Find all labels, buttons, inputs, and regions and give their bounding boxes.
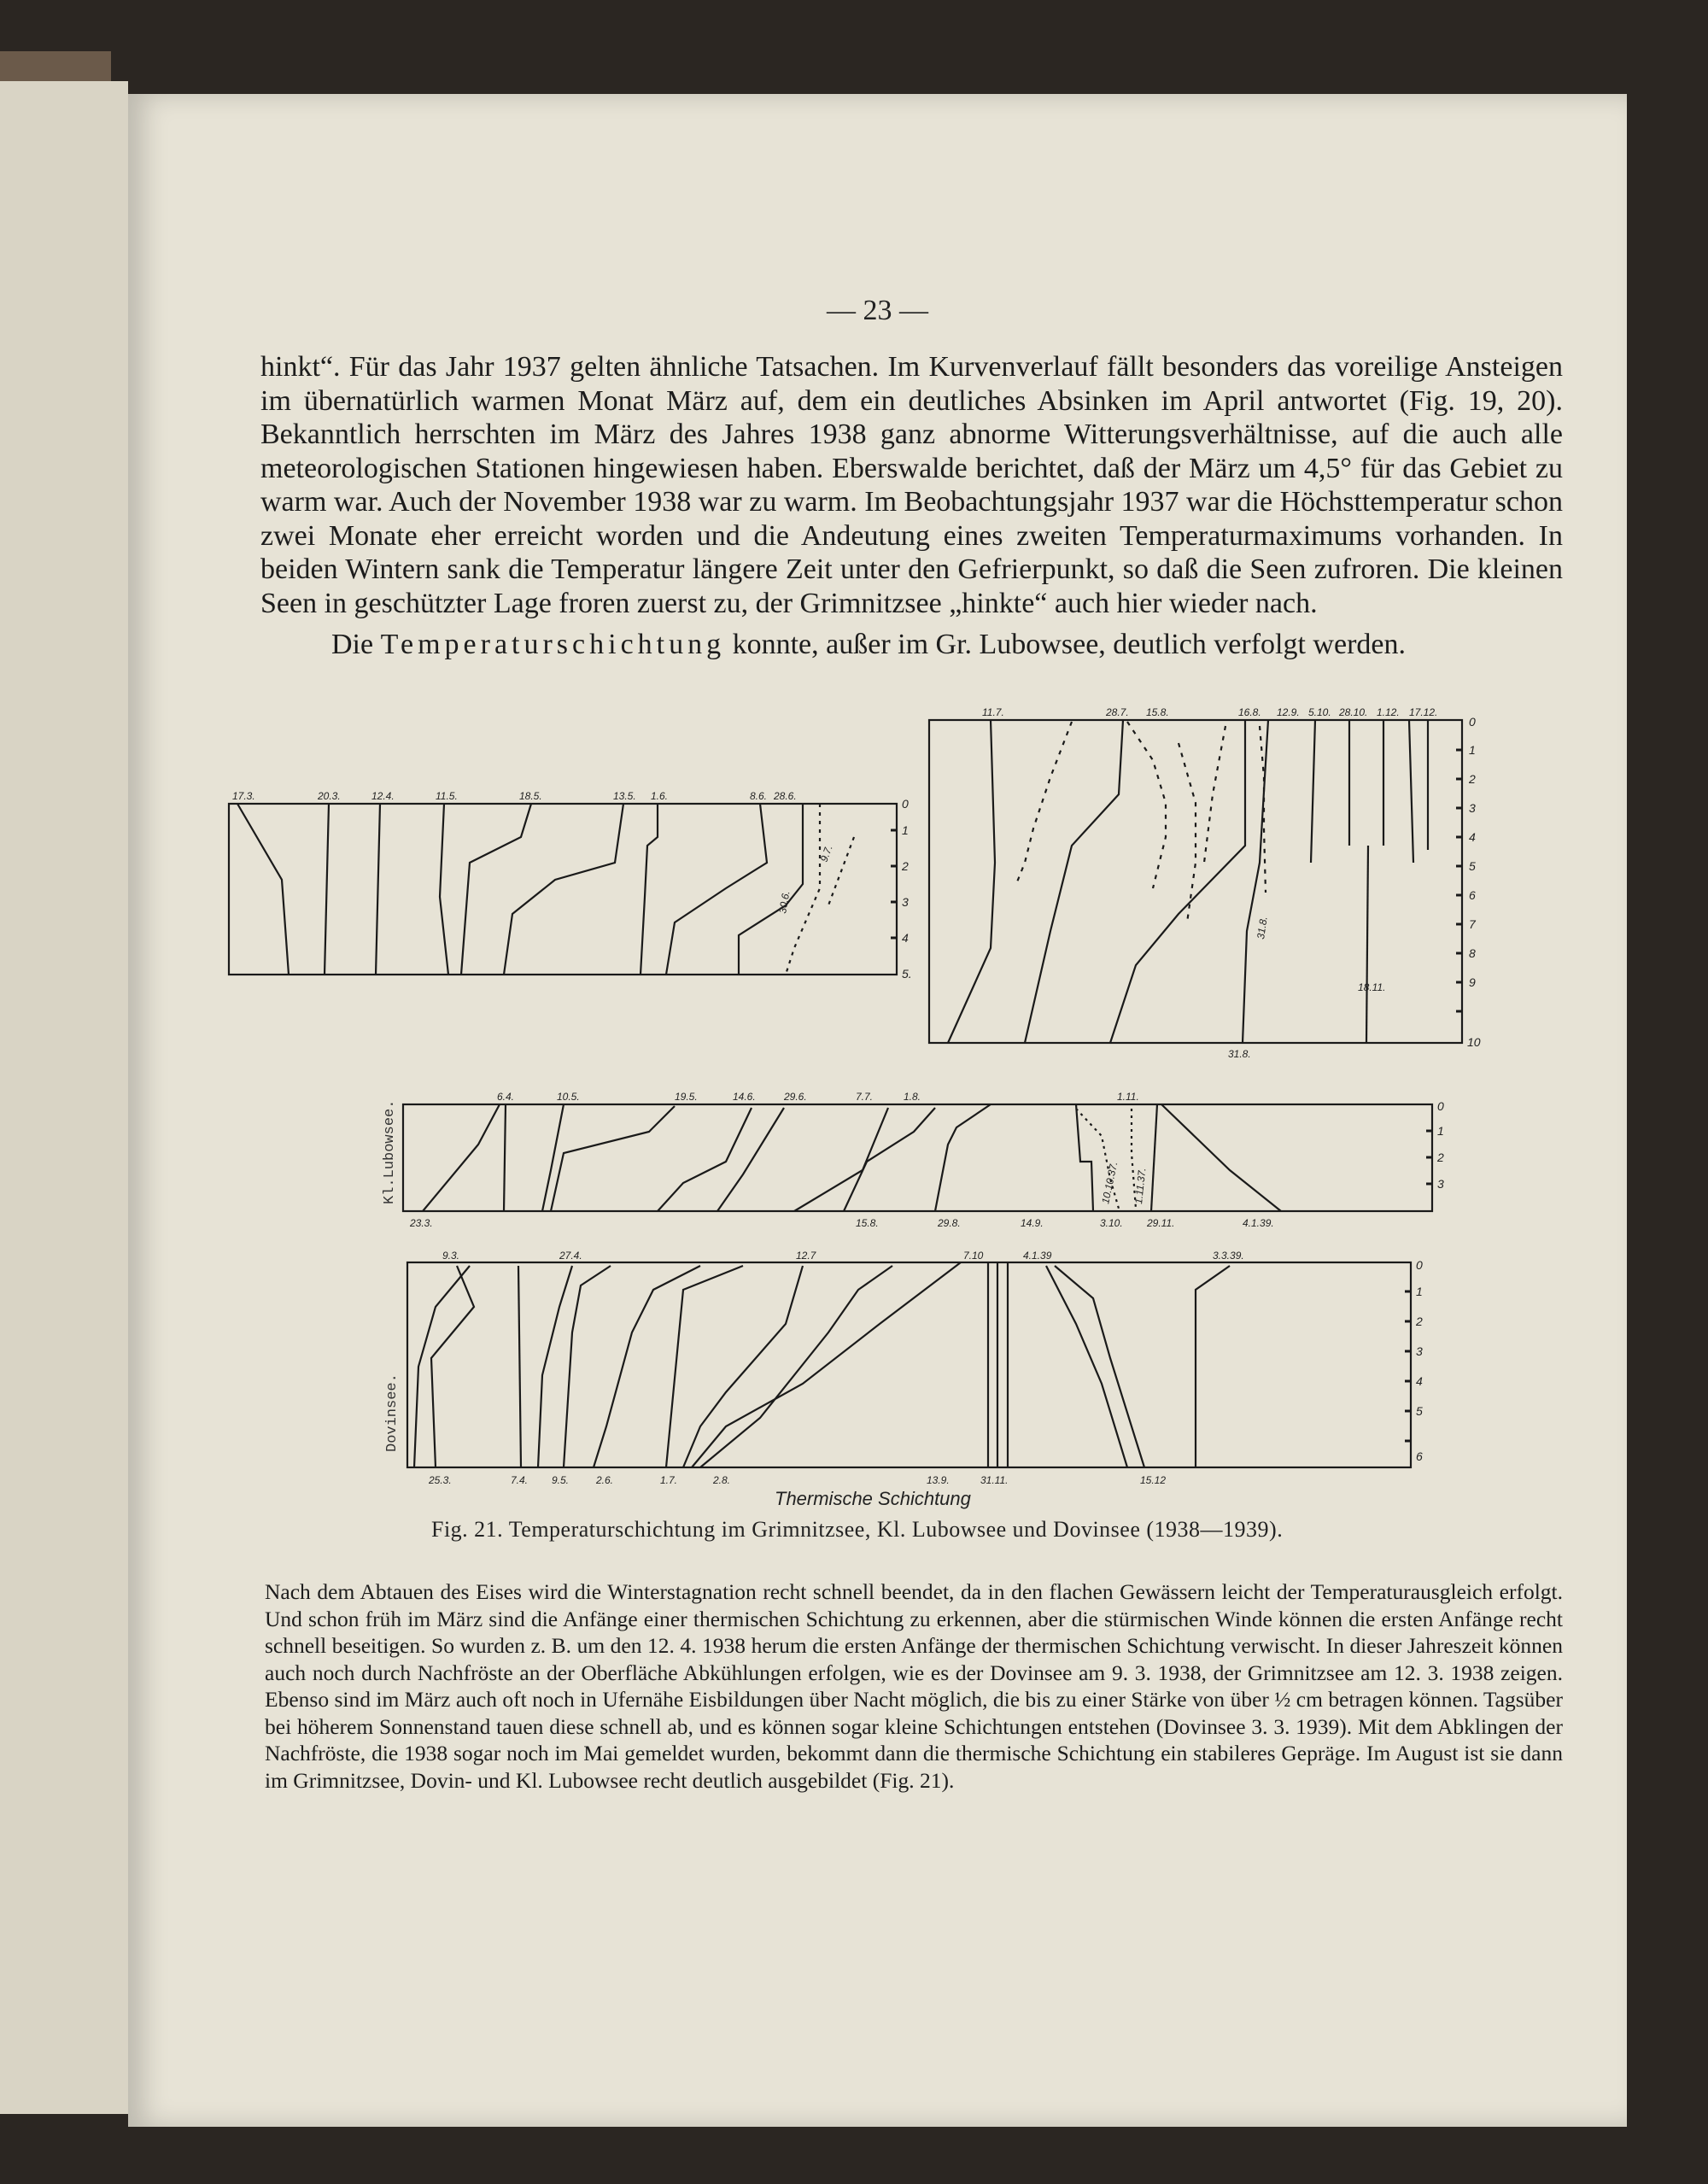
label: 14.6. [733,1091,756,1103]
dovinsee-frame [407,1262,1411,1467]
label: 15.8. [1146,706,1169,718]
dovinsee-name: Dovinsee. [384,1373,401,1452]
label: 12.4. [371,790,395,802]
label: 7.7. [856,1091,874,1103]
line-label: 9.7. [817,843,835,864]
line-label: 10.10.37. [1099,1160,1120,1205]
depth-label: 0 [1469,715,1476,729]
label: 2.6. [596,1474,614,1486]
label: 1.11. [1117,1091,1139,1103]
grimnitz-1938-isolines [237,804,803,975]
label: 12.9. [1277,706,1300,718]
label: 31.11. [980,1474,1009,1486]
label: 1.8. [904,1091,921,1103]
depth-label: 2 [902,859,909,873]
grimnitz-1938-top-labels [232,790,797,802]
lubowsee-frame [403,1104,1432,1211]
label: 28.10. [1339,706,1368,718]
label: 5.10. [1308,706,1331,718]
line-label: 18.11. [1358,981,1386,993]
depth-label: 3 [1416,1344,1423,1358]
label: 9.5. [552,1474,570,1486]
label: 1.7. [660,1474,678,1486]
label: 13.5. [613,790,636,802]
depth-label: 0 [1416,1258,1423,1272]
depth-label: 1 [1416,1285,1423,1298]
label: 9.3. [442,1250,460,1262]
label: 12.7 [796,1250,816,1262]
depth-label: 1 [1469,743,1476,757]
label: 3.10. [1100,1217,1123,1229]
dovinsee-bottom-labels [428,1474,1166,1486]
line-label: 30.6. [776,889,793,915]
grimnitz-late-frame [929,720,1462,1043]
depth-label: 6 [1416,1449,1423,1463]
figure-title: Thermische Schichtung [775,1488,971,1509]
depth-label: 2 [1437,1151,1444,1164]
paragraph-1: hinkt“. Für das Jahr 1937 gelten ähnliche Tatsachen. Im Kurvenverlauf fällt besonders das voreilige Ansteigen im übernatürlich warmen Monat März auf, dem ein deutliches Absinken im April antwortet (Fig. 19, 20). Bekanntlich herrschten im März des Jahres 1938 ganz abnorme Witterungsverhältnisse, auf die auch alle meteorologischen Stationen hingewiesen haben. Eberswalde berichtet, daß der März um 4,5° für das Gebiet zu warm war. Auch der November 1938 war zu warm. Im Beobachtungsjahr 1937 war die Höchsttemperatur schon zwei Monate eher erreicht worden und die Andeutung eines zweiten Temperaturmaximums vorhanden. In beiden Wintern sank die Temperatur längere Zeit unter den Gefrierpunkt, so daß die Seen zufroren. Die kleinen Seen in geschützter Lage froren zuerst zu, der Grimnitzsee „hinkte“ auch hier wieder nach. [260,351,1563,619]
lubowsee-top-labels [497,1091,1139,1103]
depth-label: 3 [902,895,909,909]
lubowsee-bottom-labels [409,1217,1274,1229]
label: 2.8. [713,1474,731,1486]
book-cover-edge [0,51,111,85]
depth-label: 4 [902,931,909,945]
paragraph-2-start: Die [331,629,374,660]
depth-label: 4 [1469,830,1476,844]
page-number: — 23 — [827,295,928,326]
dovinsee-depth-scale [1415,1258,1423,1463]
label: 7.10 [963,1250,984,1262]
line-label: 1.11.37. [1132,1167,1149,1205]
depth-label: 7 [1469,917,1476,931]
line-label: 31.8. [1255,916,1270,940]
label: 14.9. [1021,1217,1044,1229]
label: 15.8. [856,1217,879,1229]
depth-label: 3 [1437,1177,1444,1191]
dovinsee-isolines [414,1262,1230,1467]
label: 28.6. [774,790,797,802]
lubowsee-isolines [423,1104,1281,1211]
depth-label: 5. [902,967,912,981]
label: 17.12. [1409,706,1438,718]
bottom-label: 31.8. [1228,1048,1251,1060]
paragraph-2-spaced-term: Temperaturschichtung [380,629,726,660]
depth-label: 2 [1469,772,1476,786]
dovinsee-top-labels [442,1250,1244,1262]
paragraph-3: Nach dem Abtauen des Eises wird die Winterstagnation recht schnell beendet, da in den flachen Gewässern leicht der Temperaturausgleich erfolgt. Und schon früh im März sind die Anfänge einer thermischen Schichtung zu erkennen, aber die stürmischen Winde können die ersten Anfänge recht schnell beseitigen. So wurden z. B. um den 12. 4. 1938 herum die ersten Anfänge der thermischen Schichtung verwischt. In dieser Jahreszeit können auch noch durch Nachfröste an der Oberfläche Abkühlungen erfolgen, wie es der Dovinsee am 9. 3. 1938, der Grimnitzsee am 12. 3. 1938 zeigen. Ebenso sind im März auch oft noch in Ufernähe Eisbildungen über Nacht möglich, die bis zu einer Stärke von über ½ cm betragen können. Tagsüber bei höherem Sonnenstand tauen diese schnell ab, und es können sogar kleine Schichtungen entstehen (Dovinsee 3. 3. 1939). Mit dem Abklingen der Nachfröste, die 1938 sogar noch im Mai gemeldet wurden, bekommt dann die thermische Schichtung ein stabileres Gepräge. Im August ist sie dann im Grimnitzsee, Dovin- und Kl. Lubowsee recht deutlich ausgebildet (Fig. 21). [265,1579,1563,1793]
depth-label: 4 [1416,1374,1423,1388]
depth-label: 3 [1469,801,1476,815]
label: 16.8. [1238,706,1261,718]
facing-page [0,81,128,2114]
label: 10.5. [557,1091,580,1103]
depth-label: 0 [1437,1099,1444,1113]
label: 1.12. [1377,706,1400,718]
grimnitz-late-isolines [948,720,1428,1043]
depth-label: 1 [1437,1124,1444,1138]
grimnitz-late-top-labels [982,706,1437,718]
label: 4.1.39. [1243,1217,1274,1229]
depth-label: 2 [1416,1314,1423,1328]
depth-label: 10 [1467,1035,1481,1049]
depth-label: 6 [1469,888,1476,902]
label: 11.5. [436,790,458,802]
label: 8.6. [750,790,768,802]
grimnitz-1938-depth-scale [901,797,912,981]
depth-label: 1 [902,823,909,837]
label: 1.6. [651,790,669,802]
label: 23.3. [410,1217,433,1229]
label: 28.7. [1106,706,1129,718]
label: 6.4. [497,1091,515,1103]
label: 29.6. [784,1091,807,1103]
depth-label: 8 [1469,946,1476,960]
depth-label: 0 [902,797,909,811]
book-page [128,94,1627,2127]
thermal-stratification-figure [128,94,1627,2127]
label: 7.4. [511,1474,529,1486]
lubowsee-name: Kl.Lubowsee. [382,1099,398,1204]
label: 13.9. [927,1474,950,1486]
depth-label: 9 [1469,975,1476,989]
label: 15.12 [1140,1474,1167,1486]
label: 4.1.39 [1023,1250,1052,1262]
grimnitz-1938-dashed-isolines [786,804,854,975]
label: 11.7. [982,706,1004,718]
label: 3.3.39. [1213,1250,1244,1262]
label: 29.11. [1147,1217,1175,1229]
lubowsee-depth-scale [1436,1099,1444,1191]
label: 19.5. [675,1091,698,1103]
grimnitz-late-depth-scale [1467,715,1481,1049]
figure-caption: Fig. 21. Temperaturschichtung im Grimnitzsee, Kl. Lubowsee und Dovinsee (1938—1939). [431,1517,1284,1542]
grimnitz-late-dashed-isolines [1016,722,1266,922]
label: 25.3. [429,1474,452,1486]
label: 17.3. [232,790,255,802]
label: 27.4. [559,1250,582,1262]
label: 18.5. [519,790,542,802]
paragraph-2-end: konnte, außer im Gr. Lubowsee, deutlich verfolgt werden. [732,629,1406,660]
depth-label: 5 [1469,859,1476,873]
depth-label: 5 [1416,1404,1423,1418]
label: 29.8. [938,1217,961,1229]
label: 20.3. [318,790,341,802]
